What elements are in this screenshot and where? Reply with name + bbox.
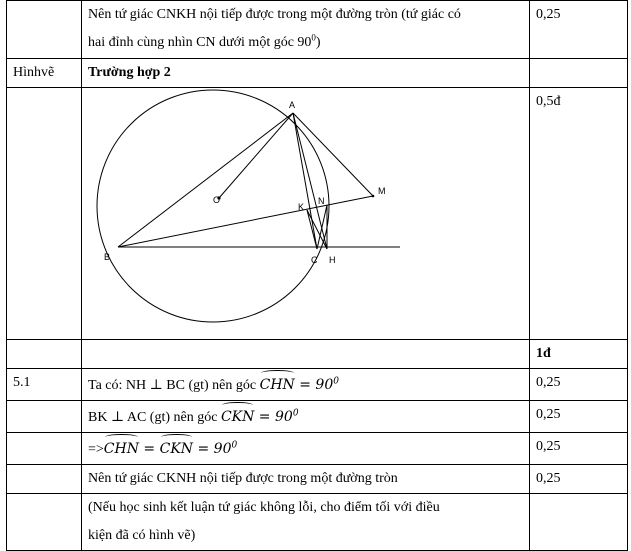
table-row [7, 465, 628, 494]
score-cell: 0,5đ [530, 88, 628, 340]
note-text: (Nếu học sinh kết luận tứ giác không lỗi, cho điểm tối với điều [88, 500, 440, 515]
label-cell: 5.1 [7, 369, 82, 401]
circumcircle [97, 90, 329, 322]
label-B: B [104, 252, 111, 262]
note-text: kiện đã có hình vẽ) [88, 528, 196, 543]
segment-AB [118, 113, 293, 247]
content-cell [82, 494, 530, 551]
label-A: A [289, 100, 296, 110]
degree-sup: 0 [292, 408, 299, 419]
figure-cell [82, 88, 530, 340]
segment-KH [307, 210, 327, 249]
segment-AO [219, 113, 293, 198]
content-cell [82, 433, 530, 465]
label-O: O [213, 195, 221, 205]
angle-symbol: CHN [104, 433, 139, 463]
label-cell [7, 340, 82, 369]
statement-text: hai đỉnh cùng nhìn CN dưới một góc 90 [88, 35, 312, 50]
statement-text: => [88, 442, 104, 457]
label-cell [7, 88, 82, 340]
score-cell: 0,25 [530, 401, 628, 433]
segment-AC [293, 113, 317, 249]
degree-sup: 0 [333, 376, 339, 387]
table-row [7, 88, 628, 340]
angle-symbol: CKN [160, 433, 193, 463]
equation-text: = 90 [193, 441, 232, 457]
statement-text: Ta có: NH ⊥ BC (gt) nên góc [88, 378, 260, 393]
angle-symbol: CKN [221, 401, 254, 431]
table-row [7, 494, 628, 551]
table-row [7, 340, 628, 369]
score-cell: 0,25 [530, 1, 628, 59]
score-cell: 1đ [530, 340, 628, 369]
equation-text: = [138, 441, 160, 457]
score-cell: 0,25 [530, 369, 628, 401]
statement-text: ) [315, 35, 321, 50]
label-cell [7, 433, 82, 465]
table-row [7, 59, 628, 88]
equation-text: = 90 [254, 409, 293, 425]
label-cell [7, 465, 82, 494]
content-cell [82, 340, 530, 369]
score-cell [530, 494, 628, 551]
label-cell: Hìnhvẽ [7, 59, 82, 88]
score-cell: 0,25 [530, 433, 628, 465]
segment-KC [307, 210, 317, 249]
degree-sup: 0 [231, 440, 238, 451]
label-N: N [318, 196, 325, 206]
label-cell [7, 494, 82, 551]
label-M: M [378, 186, 386, 196]
table-row [7, 433, 628, 465]
statement-text: Nên tứ giác CNKH nội tiếp được trong một đường tròn (tứ giác có [88, 7, 461, 22]
segment-BM [118, 196, 373, 247]
label-cell [7, 401, 82, 433]
label-K: K [298, 202, 305, 212]
label-H: H [329, 255, 336, 265]
label-C: C [311, 255, 318, 265]
score-cell [530, 59, 628, 88]
content-cell [82, 401, 530, 433]
table-row [7, 369, 628, 401]
section-title: Trường hợp 2 [82, 59, 530, 88]
score-cell: 0,25 [530, 465, 628, 494]
content-cell [82, 369, 530, 401]
equation-text: = 90 [294, 377, 334, 393]
geometry-figure [82, 88, 530, 328]
content-cell [82, 1, 530, 59]
statement-text: BK ⊥ AC (gt) nên góc [88, 410, 221, 425]
table-row [7, 1, 628, 59]
grading-table [6, 0, 628, 551]
table-row [7, 401, 628, 433]
angle-symbol: CHN [260, 369, 295, 399]
degree-sup: 0 [311, 32, 316, 43]
content-cell: Nên tứ giác CKNH nội tiếp được trong một đường tròn [82, 465, 530, 494]
label-cell [7, 1, 82, 59]
point-M [372, 195, 375, 198]
